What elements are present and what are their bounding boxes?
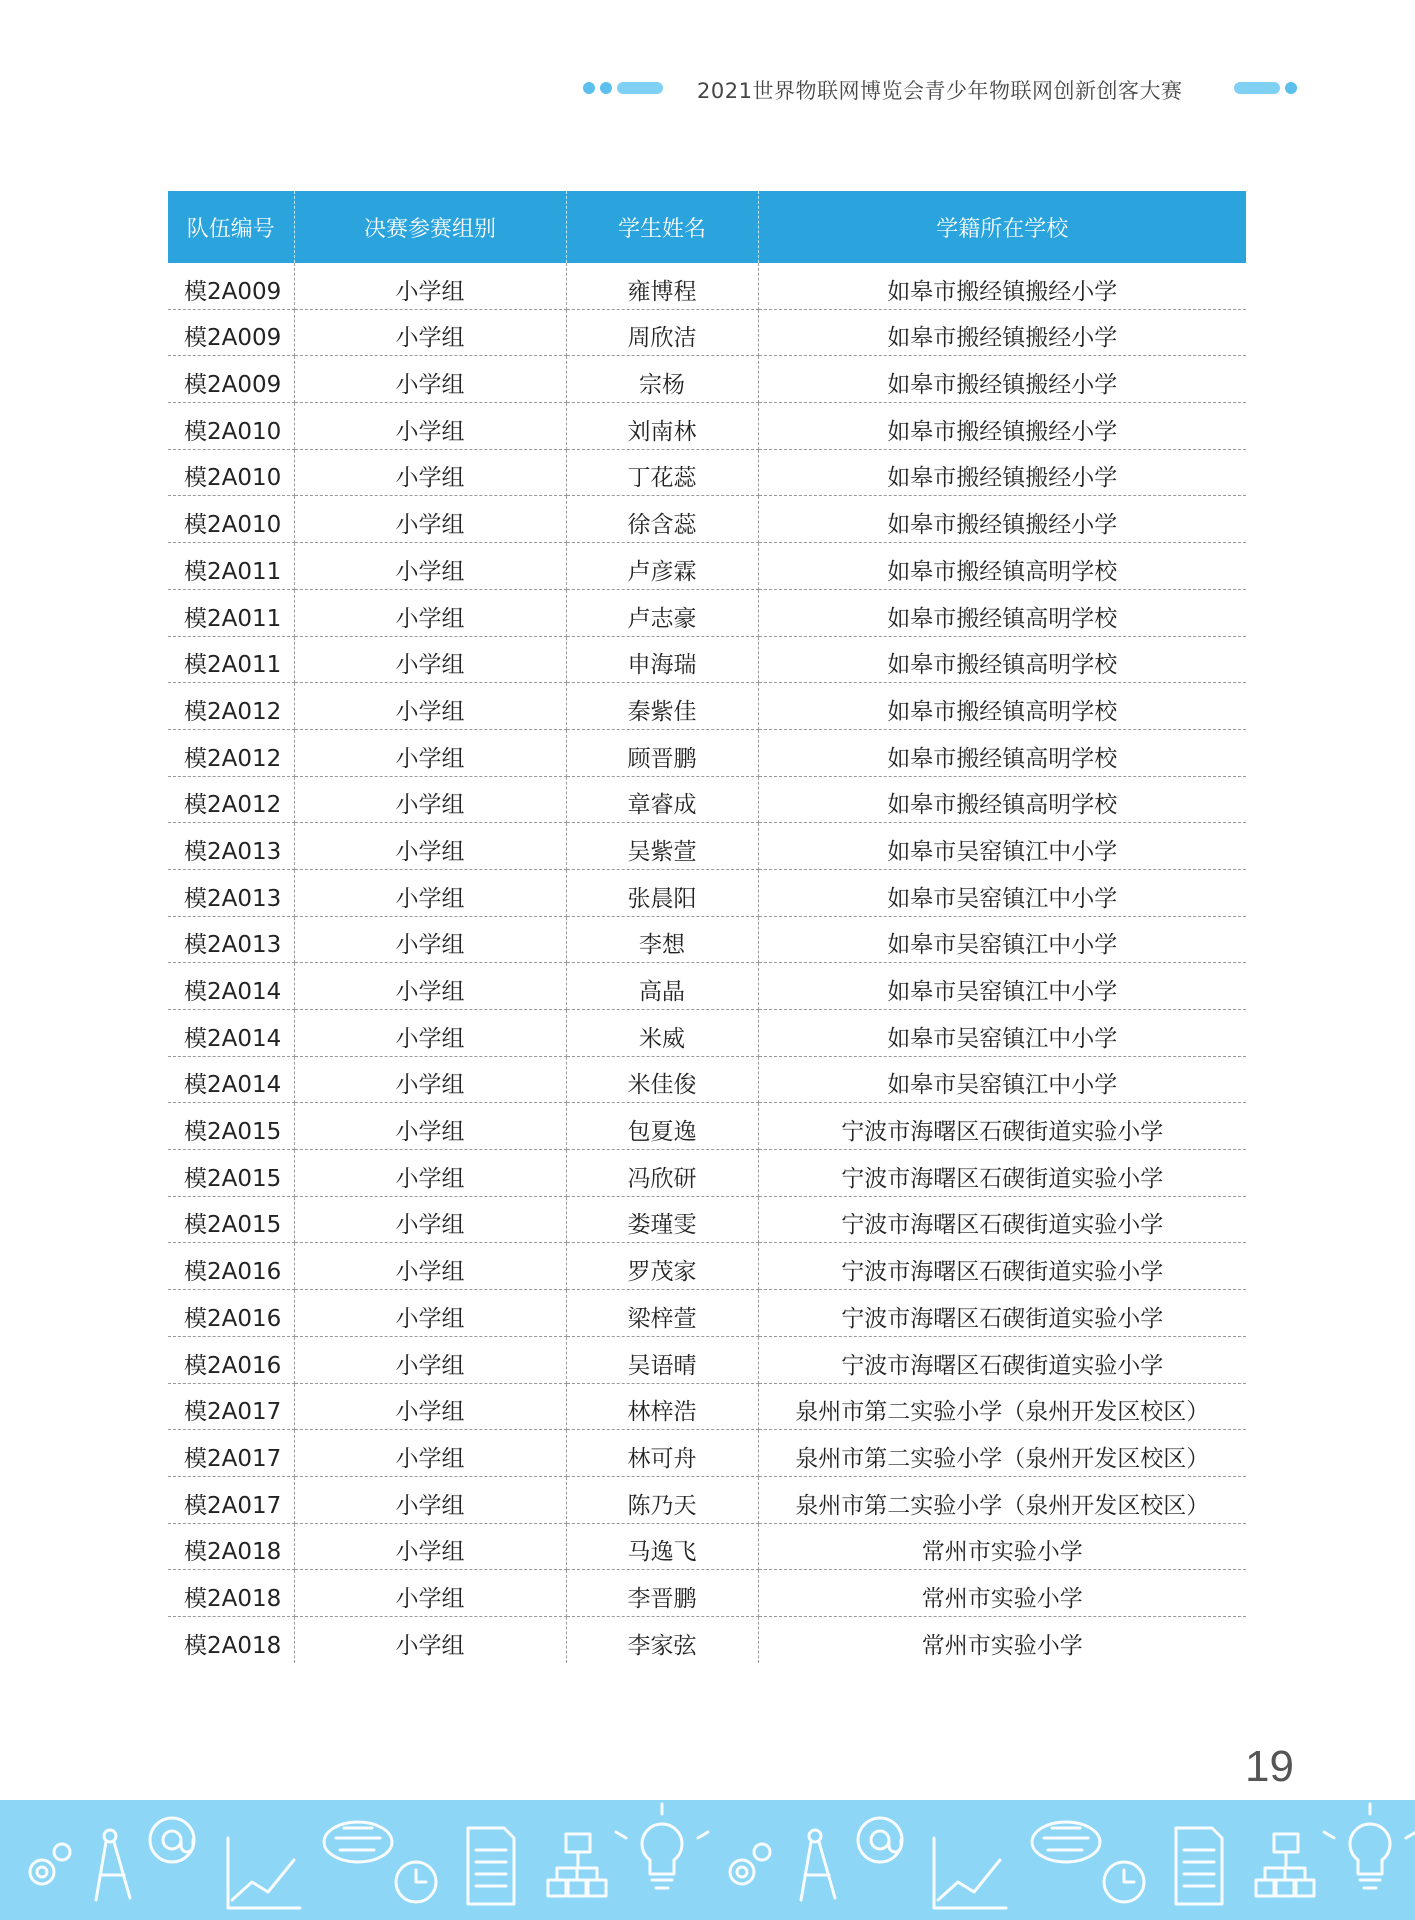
flowchart-icon — [1256, 1834, 1314, 1896]
cell-school: 如皋市吴窑镇江中小学 — [758, 869, 1246, 916]
lightbulb-icon — [616, 1804, 708, 1888]
table-row — [168, 1383, 1246, 1430]
cell-group: 小学组 — [294, 1336, 566, 1383]
cell-school: 如皋市吴窑镇江中小学 — [758, 916, 1246, 963]
cell-team-id: 模2A013 — [168, 823, 294, 870]
cell-student-name: 高晶 — [566, 963, 758, 1010]
cell-team-id: 模2A014 — [168, 1010, 294, 1057]
table-row — [168, 1476, 1246, 1523]
cell-school: 泉州市第二实验小学（泉州开发区校区） — [758, 1430, 1246, 1477]
document-icon — [1176, 1828, 1222, 1904]
cell-student-name: 李晋鹏 — [566, 1570, 758, 1617]
cell-team-id: 模2A009 — [168, 263, 294, 309]
cell-school: 宁波市海曙区石碶街道实验小学 — [758, 1196, 1246, 1243]
table-row — [168, 636, 1246, 683]
cell-student-name: 申海瑞 — [566, 636, 758, 683]
cell-group: 小学组 — [294, 683, 566, 730]
cell-group: 小学组 — [294, 403, 566, 450]
speech-bubble-icon — [1032, 1822, 1100, 1862]
cell-team-id: 模2A015 — [168, 1103, 294, 1150]
cell-student-name: 冯欣研 — [566, 1150, 758, 1197]
cell-team-id: 模2A017 — [168, 1383, 294, 1430]
cell-student-name: 章睿成 — [566, 776, 758, 823]
cell-student-name: 卢彦霖 — [566, 543, 758, 590]
cell-group: 小学组 — [294, 1430, 566, 1477]
line-chart-icon — [228, 1838, 300, 1908]
gear-icon — [730, 1844, 770, 1884]
cell-school: 泉州市第二实验小学（泉州开发区校区） — [758, 1476, 1246, 1523]
cell-team-id: 模2A017 — [168, 1430, 294, 1477]
cell-student-name: 马逸飞 — [566, 1523, 758, 1570]
cell-student-name: 徐含蕊 — [566, 496, 758, 543]
table-row — [168, 403, 1246, 450]
cell-team-id: 模2A011 — [168, 543, 294, 590]
table-row — [168, 1616, 1246, 1662]
table-row — [168, 776, 1246, 823]
gear-icon — [30, 1844, 70, 1884]
cell-student-name: 米威 — [566, 1010, 758, 1057]
cell-student-name: 林梓浩 — [566, 1383, 758, 1430]
line-chart-icon — [934, 1838, 1006, 1908]
cell-team-id: 模2A017 — [168, 1476, 294, 1523]
cell-team-id: 模2A015 — [168, 1150, 294, 1197]
cell-group: 小学组 — [294, 1476, 566, 1523]
table-row — [168, 683, 1246, 730]
cell-team-id: 模2A012 — [168, 683, 294, 730]
cell-school: 如皋市吴窑镇江中小学 — [758, 823, 1246, 870]
flowchart-icon — [548, 1834, 606, 1896]
cell-group: 小学组 — [294, 636, 566, 683]
cell-team-id: 模2A010 — [168, 449, 294, 496]
table-row — [168, 1196, 1246, 1243]
table-row — [168, 356, 1246, 403]
cell-team-id: 模2A018 — [168, 1570, 294, 1617]
cell-team-id: 模2A014 — [168, 963, 294, 1010]
cell-team-id: 模2A016 — [168, 1243, 294, 1290]
cell-group: 小学组 — [294, 543, 566, 590]
cell-school: 常州市实验小学 — [758, 1570, 1246, 1617]
page-number: 19 — [1245, 1742, 1294, 1791]
cell-school: 宁波市海曙区石碶街道实验小学 — [758, 1150, 1246, 1197]
cell-student-name: 娄瑾雯 — [566, 1196, 758, 1243]
cell-team-id: 模2A016 — [168, 1336, 294, 1383]
speech-bubble-icon — [324, 1822, 392, 1862]
table-row — [168, 1243, 1246, 1290]
cell-group: 小学组 — [294, 823, 566, 870]
cell-group: 小学组 — [294, 1243, 566, 1290]
cell-group: 小学组 — [294, 1103, 566, 1150]
cell-group: 小学组 — [294, 1196, 566, 1243]
cell-student-name: 张晨阳 — [566, 869, 758, 916]
lightbulb-icon — [1324, 1804, 1415, 1888]
cell-team-id: 模2A012 — [168, 776, 294, 823]
cell-student-name: 顾晋鹏 — [566, 729, 758, 776]
cell-student-name: 米佳俊 — [566, 1056, 758, 1103]
table-row — [168, 1010, 1246, 1057]
cell-team-id: 模2A011 — [168, 636, 294, 683]
compass-icon — [96, 1830, 130, 1900]
cell-team-id: 模2A013 — [168, 869, 294, 916]
cell-student-name: 宗杨 — [566, 356, 758, 403]
cell-group: 小学组 — [294, 496, 566, 543]
cell-school: 如皋市搬经镇搬经小学 — [758, 356, 1246, 403]
cell-school: 如皋市吴窑镇江中小学 — [758, 1056, 1246, 1103]
cell-group: 小学组 — [294, 1523, 566, 1570]
table-row — [168, 589, 1246, 636]
table-row — [168, 543, 1246, 590]
cell-school: 如皋市搬经镇搬经小学 — [758, 449, 1246, 496]
clock-icon — [1104, 1862, 1144, 1902]
table-row — [168, 1523, 1246, 1570]
cell-school: 如皋市搬经镇搬经小学 — [758, 309, 1246, 356]
cell-student-name: 林可舟 — [566, 1430, 758, 1477]
table-row — [168, 1103, 1246, 1150]
cell-student-name: 罗茂家 — [566, 1243, 758, 1290]
cell-school: 常州市实验小学 — [921, 1632, 1083, 1659]
cell-student-name: 李家弦 — [566, 1616, 758, 1662]
footer-band — [0, 1800, 1415, 1920]
cell-school: 如皋市吴窑镇江中小学 — [758, 1010, 1246, 1057]
at-sign-icon — [150, 1818, 194, 1862]
cell-student-name: 李想 — [566, 916, 758, 963]
cell-group: 小学组 — [294, 356, 566, 403]
cell-group: 小学组 — [294, 263, 566, 309]
cell-school: 如皋市搬经镇搬经小学 — [758, 403, 1246, 450]
table-row — [168, 823, 1246, 870]
cell-student-name: 周欣洁 — [566, 309, 758, 356]
cell-school: 如皋市搬经镇高明学校 — [758, 636, 1246, 683]
cell-student-name: 陈乃天 — [566, 1476, 758, 1523]
cell-group: 小学组 — [294, 776, 566, 823]
cell-school: 泉州市第二实验小学（泉州开发区校区） — [758, 1383, 1246, 1430]
cell-group: 小学组 — [294, 449, 566, 496]
cell-team-id: 模2A014 — [168, 1056, 294, 1103]
cell-school: 如皋市搬经镇搬经小学 — [758, 496, 1246, 543]
cell-student-name: 刘南林 — [566, 403, 758, 450]
table-row — [168, 1150, 1246, 1197]
cell-school: 常州市实验小学 — [758, 1523, 1246, 1570]
cell-student-name: 吴语晴 — [566, 1336, 758, 1383]
compass-icon — [801, 1830, 835, 1900]
cell-group: 小学组 — [294, 916, 566, 963]
cell-team-id: 模2A010 — [168, 496, 294, 543]
cell-school: 如皋市搬经镇高明学校 — [758, 683, 1246, 730]
cell-group: 小学组 — [294, 729, 566, 776]
table-row — [168, 1056, 1246, 1103]
participants-table — [168, 191, 1246, 1663]
table-row — [168, 309, 1246, 356]
cell-student-name: 包夏逸 — [566, 1103, 758, 1150]
cell-team-id: 模2A018 — [168, 1523, 294, 1570]
cell-school: 如皋市搬经镇搬经小学 — [758, 263, 1246, 309]
table-row — [168, 496, 1246, 543]
table-row — [168, 729, 1246, 776]
cell-school: 如皋市吴窑镇江中小学 — [758, 963, 1246, 1010]
table-row — [168, 1336, 1246, 1383]
footer-icons — [0, 1800, 1415, 1920]
table-row — [168, 449, 1246, 496]
cell-student-name: 丁花蕊 — [566, 449, 758, 496]
table-row — [168, 263, 1246, 309]
col-school: 学籍所在学校 — [758, 191, 1246, 263]
cell-team-id: 模2A011 — [168, 589, 294, 636]
cell-team-id: 模2A012 — [168, 729, 294, 776]
cell-school: 如皋市搬经镇高明学校 — [758, 589, 1246, 636]
cell-group: 小学组 — [294, 1010, 566, 1057]
table-row — [168, 963, 1246, 1010]
cell-group: 小学组 — [294, 1150, 566, 1197]
document-icon — [468, 1828, 514, 1904]
cell-group: 小学组 — [294, 869, 566, 916]
table-row — [168, 1430, 1246, 1477]
cell-team-id: 模2A010 — [168, 403, 294, 450]
cell-team-id: 模2A013 — [168, 916, 294, 963]
table-row — [168, 869, 1246, 916]
cell-school: 宁波市海曙区石碶街道实验小学 — [758, 1243, 1246, 1290]
cell-group: 小学组 — [294, 589, 566, 636]
cell-group: 小学组 — [294, 1290, 566, 1337]
table-header-row — [168, 191, 1246, 263]
at-sign-icon — [858, 1818, 902, 1862]
cell-school: 如皋市搬经镇高明学校 — [758, 543, 1246, 590]
table-row — [168, 916, 1246, 963]
cell-team-id: 模2A009 — [168, 309, 294, 356]
col-group: 决赛参赛组别 — [294, 191, 566, 263]
cell-team-id: 模2A015 — [168, 1196, 294, 1243]
cell-group: 小学组 — [294, 963, 566, 1010]
cell-school: 如皋市搬经镇高明学校 — [758, 776, 1246, 823]
cell-team-id: 模2A009 — [168, 356, 294, 403]
header-title: 2021世界物联网博览会青少年物联网创新创客大赛 — [697, 79, 1183, 103]
cell-group: 小学组 — [294, 1570, 566, 1617]
table-row — [168, 1570, 1246, 1617]
cell-student-name: 秦紫佳 — [566, 683, 758, 730]
cell-group: 小学组 — [294, 1383, 566, 1430]
col-team-id: 队伍编号 — [168, 191, 294, 263]
header — [585, 70, 1182, 110]
cell-school: 如皋市搬经镇高明学校 — [758, 729, 1246, 776]
cell-student-name: 雍博程 — [566, 263, 758, 309]
cell-student-name: 梁梓萱 — [566, 1290, 758, 1337]
cell-team-id: 模2A016 — [168, 1290, 294, 1337]
cell-group: 小学组 — [294, 309, 566, 356]
cell-group: 小学组 — [294, 1616, 566, 1662]
cell-team-id: 模2A018 — [168, 1616, 294, 1662]
cell-school: 宁波市海曙区石碶街道实验小学 — [758, 1290, 1246, 1337]
cell-school: 宁波市海曙区石碶街道实验小学 — [758, 1103, 1246, 1150]
col-student-name: 学生姓名 — [566, 191, 758, 263]
cell-group: 小学组 — [294, 1056, 566, 1103]
cell-school: 宁波市海曙区石碶街道实验小学 — [758, 1336, 1246, 1383]
table-row — [168, 1290, 1246, 1337]
clock-icon — [396, 1862, 436, 1902]
cell-student-name: 吴紫萱 — [566, 823, 758, 870]
cell-student-name: 卢志豪 — [566, 589, 758, 636]
